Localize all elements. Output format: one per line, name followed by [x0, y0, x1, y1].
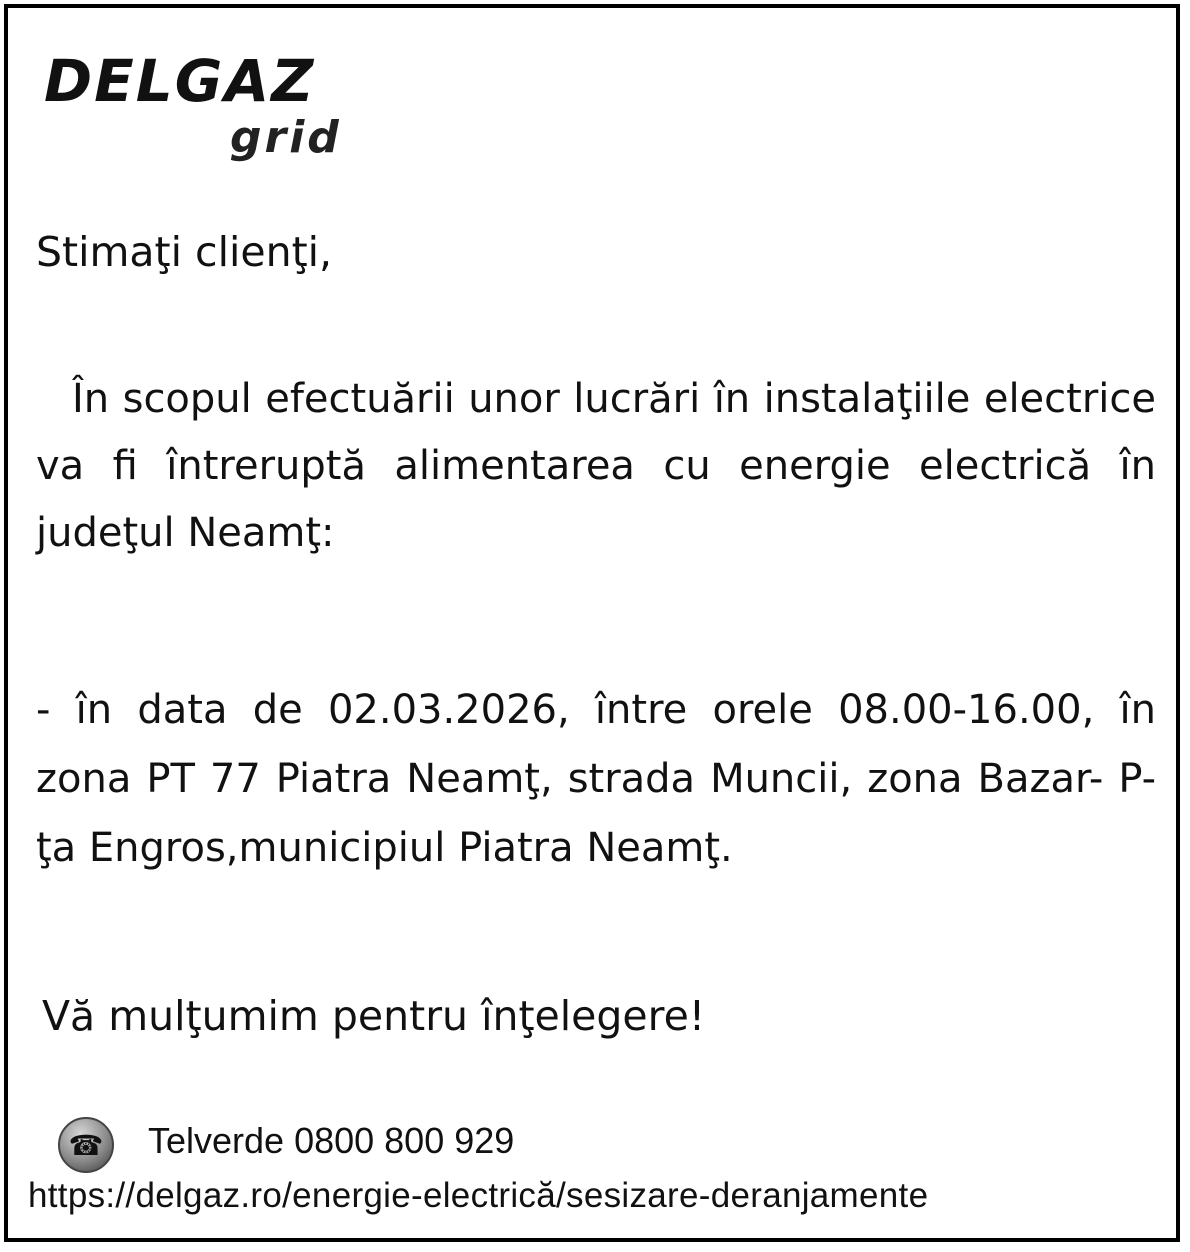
report-url-link[interactable]: https://delgaz.ro/energie-electrică/sesizare-deranjamente [28, 1176, 929, 1215]
greeting: Stimaţi clienţi, [36, 228, 333, 276]
telephone-icon: ☎ [58, 1117, 114, 1173]
notice-border [4, 4, 1180, 1242]
thanks-line: Vă mulţumim pentru înţelegere! [42, 992, 706, 1040]
notice-paragraph: În scopul efectuării unor lucrări în instalaţiile electrice va fi întreruptă alimentarea cu energie electrică în judeţul Neamţ: [36, 376, 1156, 556]
delgaz-grid-logo [44, 46, 364, 176]
phone-number[interactable]: Telverde 0800 800 929 [148, 1120, 515, 1161]
outage-item: - în data de 02.03.2026, între orele 08.00-16.00, în zona PT 77 Piatra Neamţ, strada Muncii, zona Bazar- P-ţa Engros,municipiul Piatra Neamţ. [36, 687, 1156, 871]
logo-wordmark: DELGAZ [44, 47, 316, 115]
logo-subtitle: grid [230, 112, 342, 163]
